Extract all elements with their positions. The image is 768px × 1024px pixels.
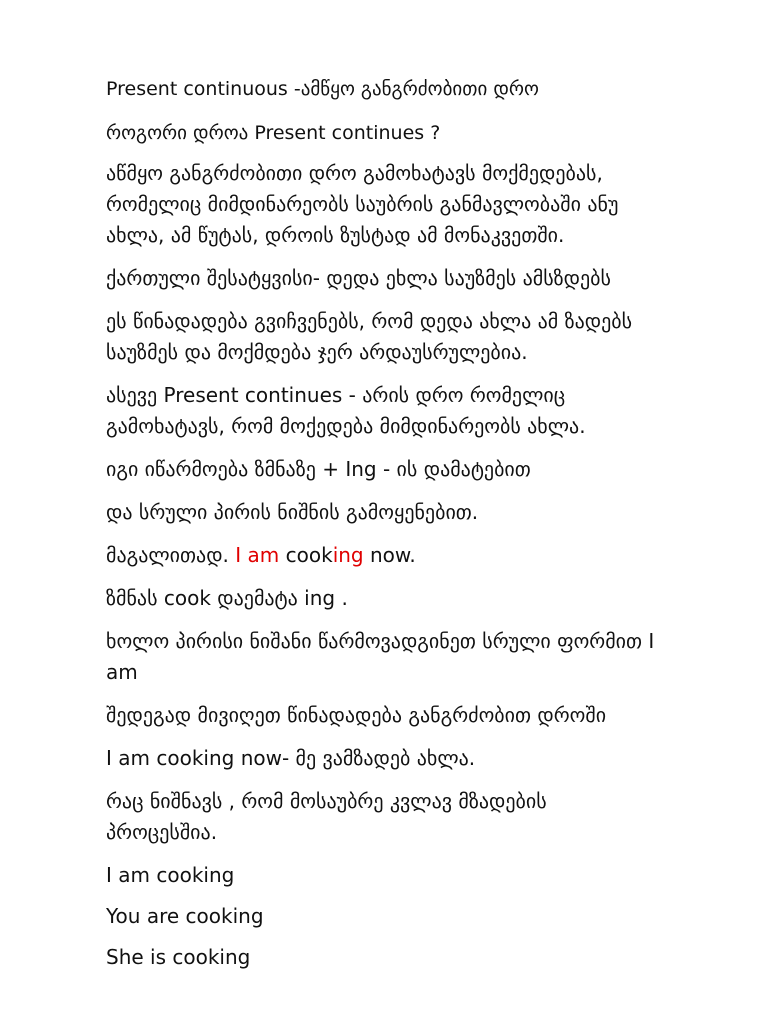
- document-body: [106, 74, 756, 973]
- conjugation-i: I am cooking: [106, 863, 235, 887]
- formation-line: იგი იწარმოება ზმნაზე + Ing - ის დამატებით: [106, 457, 531, 481]
- question-line: როგორი დროა Present continues ?: [106, 122, 441, 144]
- definition-line-1: აწმყო განგრძობითი დრო გამოხატავს მოქმედებას,: [106, 161, 603, 185]
- title-line: Present continuous -ამწყო განგრძობითი დრო: [106, 78, 539, 100]
- example-line: [106, 540, 756, 571]
- georgian-equivalent-line: ქართული შესატყვისი- დედა ეხლა საუზმეს ამსზდებს: [106, 266, 611, 290]
- also-paragraph: [106, 380, 756, 442]
- definition-line-3: ახლა, ამ წუტას, დროის ზუსტად ამ მონაკვეთში.: [106, 223, 565, 247]
- definition-line-2: რომელიც მიმდინარეობს საუბრის განმავლობაში ანუ: [106, 192, 619, 216]
- definition-paragraph: [106, 158, 756, 251]
- person-form-line-2: am: [106, 660, 138, 684]
- example-i-am: I am: [235, 543, 280, 567]
- explanation-line-2: საუზმეს და მოქმდება ჯერ არდაუსრულებია.: [106, 340, 528, 364]
- conjugation-she: She is cooking: [106, 945, 251, 969]
- translation-line: I am cooking now- მე ვამზადებ ახლა.: [106, 746, 476, 770]
- person-form-line-1: ხოლო პირისი ნიშანი წარმოვადგინეთ სრული ფორმით I: [106, 629, 655, 653]
- meaning-paragraph: [106, 786, 756, 848]
- person-form-paragraph: [106, 626, 756, 688]
- also-line-1: ასევე Present continues - არის დრო რომელიც: [106, 383, 566, 407]
- also-line-2: გამოხატავს, რომ მოქედება მიმდინარეობს ახლა.: [106, 414, 586, 438]
- explanation-paragraph: [106, 306, 756, 368]
- example-cook: cook: [285, 543, 333, 567]
- result-line: შედეგად მივიღეთ წინადადება განგრძობით დროში: [106, 703, 607, 727]
- example-prefix: მაგალითად.: [106, 543, 236, 567]
- person-marker-line: და სრული პირის ნიშნის გამოყენებით.: [106, 500, 479, 524]
- meaning-line-1: რაც ნიშნავს , რომ მოსაუბრე კვლავ მზადების: [106, 789, 547, 813]
- example-now: now.: [363, 543, 416, 567]
- conjugation-you: You are cooking: [106, 904, 264, 928]
- explanation-line-1: ეს წინადადება გვიჩვენებს, რომ დედა ახლა ამ ზადებს: [106, 309, 633, 333]
- verb-ing-line: ზმნას cook დაემატა ing .: [106, 586, 348, 610]
- meaning-line-2: პროცესშია.: [106, 820, 218, 844]
- example-ing-suffix: ing: [332, 543, 364, 567]
